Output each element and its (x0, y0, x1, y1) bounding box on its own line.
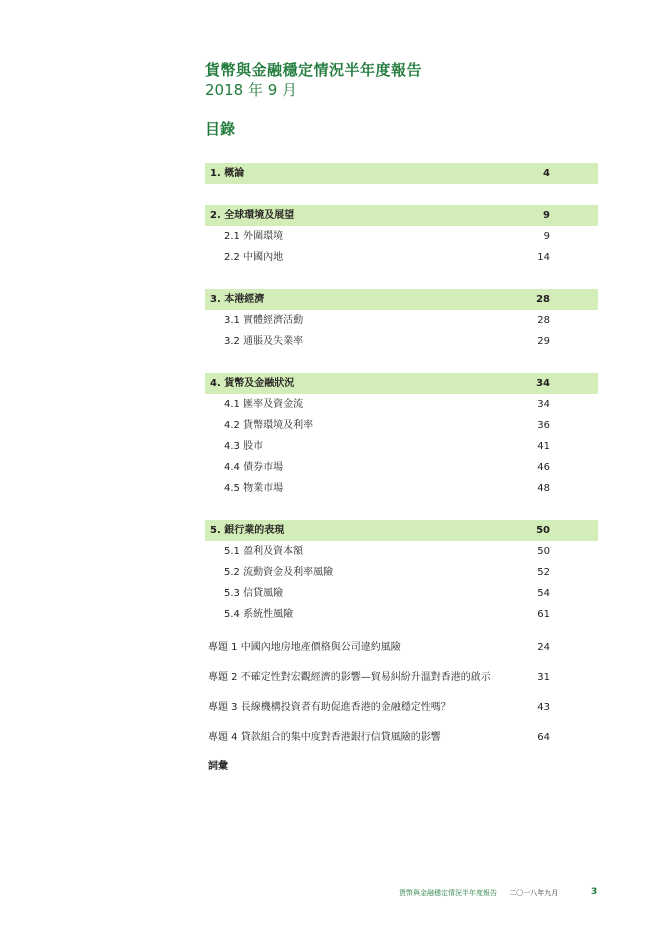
toc-section-4[interactable] (205, 373, 598, 394)
toc-subsection-label: 5.1 盈利及資本額 (224, 546, 304, 557)
footer-date: 二〇一八年九月 (509, 889, 559, 897)
table-of-contents (205, 163, 598, 781)
toc-subsection-label: 5.2 流動資金及利率風險 (224, 567, 334, 578)
report-date: 2018 年 9 月 (205, 81, 298, 99)
toc-page-number: 31 (537, 672, 550, 683)
toc-subsection-label: 3.1 實體經濟活動 (224, 315, 304, 326)
toc-page-number: 24 (537, 642, 550, 653)
toc-page-number: 4 (543, 168, 550, 179)
report-title: 貨幣與金融穩定情況半年度報告 (205, 61, 423, 79)
report-header (205, 60, 422, 100)
toc-page-number: 28 (536, 294, 550, 305)
toc-feature-2[interactable] (205, 663, 598, 693)
toc-page-number: 29 (537, 336, 550, 347)
toc-subsection-label: 3.2 通脹及失業率 (224, 336, 304, 347)
toc-page-number: 64 (537, 732, 550, 743)
toc-section-3[interactable] (205, 289, 598, 310)
toc-section-5[interactable] (205, 520, 598, 541)
toc-subsection-4-4[interactable] (205, 457, 598, 478)
footer-report-name: 貨幣與金融穩定情況半年度報告 (399, 889, 497, 897)
toc-page-number: 48 (537, 483, 550, 494)
toc-section-label: 4. 貨幣及金融狀況 (210, 378, 295, 389)
toc-subsection-label: 4.1 匯率及資金流 (224, 399, 304, 410)
toc-section-1[interactable] (205, 163, 598, 184)
toc-feature-4[interactable] (205, 723, 598, 753)
toc-page-number: 50 (537, 546, 550, 557)
toc-subsection-label: 4.5 物業市場 (224, 483, 284, 494)
toc-page-number: 9 (543, 231, 550, 242)
toc-subsection-5-4[interactable] (205, 604, 598, 625)
toc-page-number: 43 (537, 702, 550, 713)
toc-page-number: 34 (537, 399, 550, 410)
toc-feature-label: 專題 4 貸款組合的集中度對香港銀行信貸風險的影響 (208, 732, 441, 743)
toc-subsection-5-3[interactable] (205, 583, 598, 604)
toc-page-number: 14 (537, 252, 550, 263)
toc-page-number: 34 (536, 378, 550, 389)
toc-subsection-label: 2.2 中國內地 (224, 252, 284, 263)
toc-subsection-label: 4.3 股市 (224, 441, 264, 452)
toc-subsection-5-1[interactable] (205, 541, 598, 562)
toc-feature-label: 專題 2 不確定性對宏觀經濟的影響—貿易糾紛升溫對香港的啟示 (208, 672, 491, 683)
toc-subsection-2-2[interactable] (205, 247, 598, 268)
toc-subsection-4-5[interactable] (205, 478, 598, 499)
toc-heading: 目錄 (205, 120, 236, 138)
toc-subsection-label: 2.1 外圍環境 (224, 231, 284, 242)
toc-page-number: 9 (543, 210, 550, 221)
toc-subsection-5-2[interactable] (205, 562, 598, 583)
toc-section-label: 3. 本港經濟 (210, 294, 265, 305)
toc-page-number: 52 (537, 567, 550, 578)
toc-subsection-3-1[interactable] (205, 310, 598, 331)
toc-feature-3[interactable] (205, 693, 598, 723)
toc-glossary[interactable] (205, 753, 598, 781)
toc-section-2[interactable] (205, 205, 598, 226)
toc-glossary-label: 詞彙 (208, 761, 228, 772)
toc-section-label: 5. 銀行業的表現 (210, 525, 285, 536)
toc-page-number: 36 (537, 420, 550, 431)
toc-subsection-label: 4.2 貨幣環境及利率 (224, 420, 314, 431)
toc-subsection-label: 5.4 系統性風險 (224, 609, 294, 620)
toc-page-number: 61 (537, 609, 550, 620)
toc-subsection-label: 4.4 債券市場 (224, 462, 284, 473)
footer-page-number: 3 (591, 887, 598, 897)
toc-subsection-3-2[interactable] (205, 331, 598, 352)
toc-subsection-label: 5.3 信貸風險 (224, 588, 284, 599)
toc-page-number: 54 (537, 588, 550, 599)
toc-feature-label: 專題 3 長線機構投資者有助促進香港的金融穩定性嗎？ (208, 702, 451, 713)
page-footer (399, 887, 598, 898)
toc-subsection-4-3[interactable] (205, 436, 598, 457)
toc-page-number: 50 (536, 525, 550, 536)
toc-page-number: 41 (537, 441, 550, 452)
toc-feature-label: 專題 1 中國內地房地產價格與公司違約風險 (208, 642, 401, 653)
toc-section-label: 2. 全球環境及展望 (210, 210, 295, 221)
toc-section-label: 1. 概論 (210, 168, 245, 179)
toc-page-number: 46 (537, 462, 550, 473)
toc-feature-1[interactable] (205, 633, 598, 663)
toc-subsection-4-1[interactable] (205, 394, 598, 415)
toc-subsection-2-1[interactable] (205, 226, 598, 247)
toc-subsection-4-2[interactable] (205, 415, 598, 436)
toc-page-number: 28 (537, 315, 550, 326)
